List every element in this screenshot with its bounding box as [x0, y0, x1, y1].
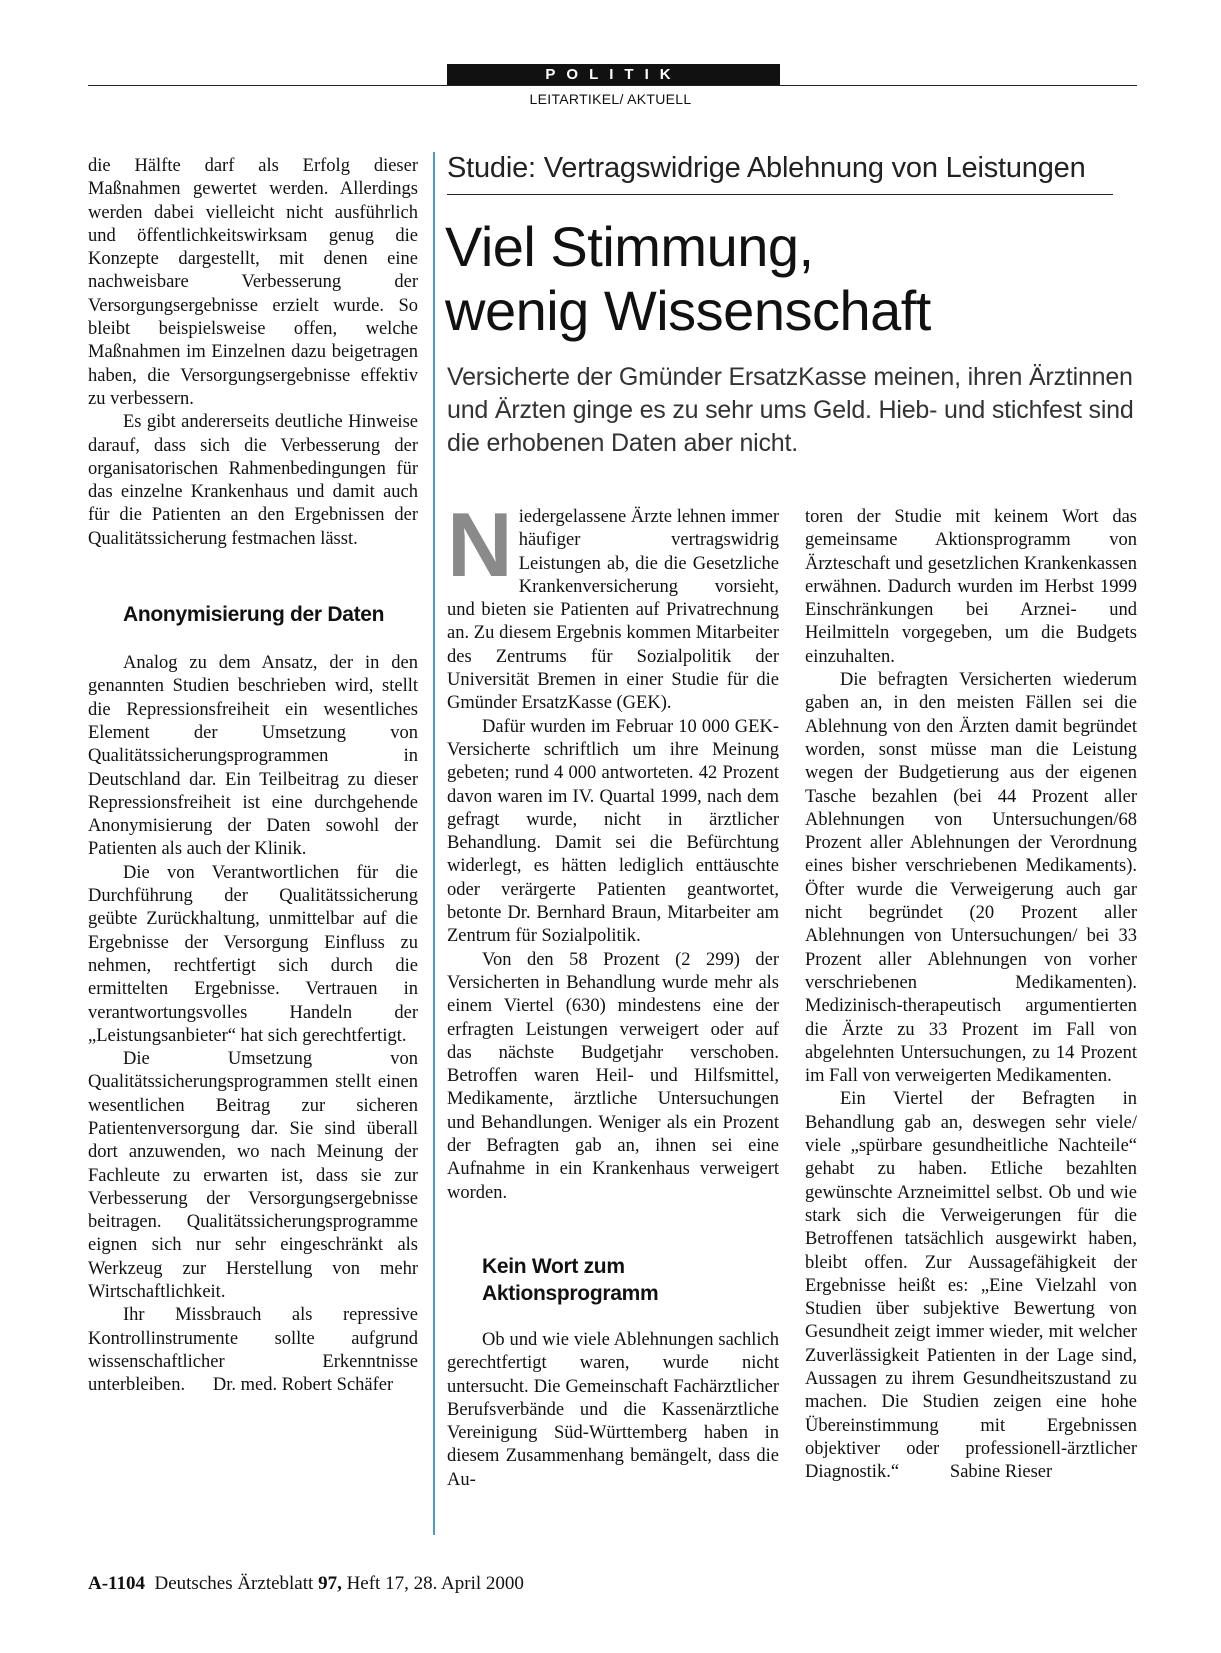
page-footer: [88, 1573, 524, 1595]
paragraph: Die von Verantwortlichen für die Durchführung der Qualitätssicherung geübte Zurückhaltung, unmittelbar auf die Ergebnisse der Versorgung Einfluss zu nehmen, rechtfertigt sich durch die ermittelten Ergebnisse. Vertrauen in verantwortungsvolles Handeln der „Leistungsanbieter“ hat sich gerechtfertigt.: [88, 862, 418, 1046]
paragraph: [88, 1304, 418, 1397]
headline-line-2: wenig Wissenschaft: [445, 279, 931, 342]
paragraph: Die Umsetzung von Qualitätssicherungsprogrammen stellt einen wesentlichen Beitrag zur sicheren Patientenversorgung dar. Sie sind überall dort anzuwenden, wo nach Meinung der Fachleute zu erwarten ist, dass sie zur Verbesserung der Versorgungsergebnisse beitragen. Qualitätssicherungsprogramme eignen sich nur sehr eingeschränkt als Werkzeug zur Herstellung von mehr Wirtschaftlichkeit.: [88, 1049, 418, 1303]
paragraph-text: iedergelassene Ärzte lehnen immer häufiger vertragswidrig Leistungen ab, die die Gesetzliche Krankenversicherung vorsieht, und bieten sie Patienten auf Privatrechnung an. Zu diesem Ergebnis kommen Mitarbeiter des Zentrums für Sozialpolitik der Universität Bremen in einer Studie für die Gmünder ErsatzKasse (GEK).: [447, 507, 779, 714]
section-banner: POLITIK: [447, 64, 780, 85]
column-divider: [433, 152, 435, 1535]
paragraph: Von den 58 Prozent (2 299) der Versicherten in Behandlung wurde mehr als einem Viertel (630) mindestens eine der erfragten Leistungen verweigert oder auf das nächste Budgetjahr verschoben. Betroffen waren Heil- und Hilfsmittel, Medikamente, ärztliche Untersuchungen und Behandlungen. Weniger als ein Prozent der Befragten gab an, ihnen sei eine Aufnahme in ein Krankenhaus verweigert worden.: [447, 949, 779, 1203]
paragraph-text: Ein Viertel der Befragten in Behandlung gab an, deswegen sehr viele/ viele „spürbare gesundheitliche Nachteile“ gehabt zu haben. Etliche bezahlten gewünschte Arzneimittel selbst. Ob und wie stark sich die Verweigerungen für die Betroffenen tatsächlich ausgewirkt haben, bleibt offen. Zur Aussagefähigkeit der Ergebnisse heißt es: „Eine Vielzahl von Studien über subjektive Bewertung von Gesundheit zeigt immer wieder, mit welcher Zuverlässigkeit Patienten in der Lage sind, Aussagen zu ihrem Gesundheitszustand zu machen. Die Studien zeigen eine hohe Übereinstimmung mit Ergebnissen objektiver oder professionell-ärztlicher Diagnostik.“: [805, 1089, 1137, 1483]
topic-rule: [447, 194, 1113, 195]
paragraph-text: Ihr Missbrauch als repressive Kontrollinstrumente sollte aufgrund wissenschaftlicher Erkenntnisse unterbleiben.: [88, 1305, 418, 1396]
header-rule: [88, 85, 1137, 86]
section-heading: Kein Wort zum Aktionsprogramm: [482, 1254, 659, 1305]
paragraph: [805, 1088, 1137, 1484]
issue-date: Heft 17, 28. April 2000: [346, 1573, 524, 1594]
paragraph: Es gibt andererseits deutliche Hinweise darauf, dass sich die Verbesserung der organisatorischen Rahmenbedingungen für das einzelne Krankenhaus und damit auch für die Patienten an den Ergebnissen der Qualitätssicherung festmachen lässt.: [88, 412, 418, 549]
section-heading: Anonymisierung der Daten: [123, 603, 385, 627]
paragraph: Dafür wurden im Februar 10 000 GEK-Versicherte schriftlich um ihre Meinung gebeten; rund 4 000 antworteten. 42 Prozent davon waren im IV. Quartal 1999, nach dem gefragt wurde, nicht in ärztlicher Behandlung. Damit sei die Befürchtung widerlegt, es hätten lediglich enttäuschte oder verärgerte Patienten geantwortet, betonte Dr. Bernhard Braun, Mitarbeiter am Zentrum für Sozialpolitik.: [447, 716, 779, 947]
page-number: A-1104: [88, 1573, 145, 1594]
column-right: [805, 506, 1137, 1484]
column-middle: [447, 495, 779, 1492]
subsection-label: LEITARTIKEL/ AKTUELL: [529, 91, 692, 107]
headline-line-1: Viel Stimmung,: [445, 215, 814, 278]
journal-name: Deutsches Ärzteblatt: [154, 1573, 314, 1594]
article-topic: Studie: Vertragswidrige Ablehnung von Leistungen: [447, 152, 1086, 184]
volume-number: 97,: [318, 1573, 342, 1594]
column-left: [88, 155, 418, 1398]
author-signature: Dr. med. Robert Schäfer: [212, 1375, 394, 1396]
paragraph: toren der Studie mit keinem Wort das gemeinsame Aktionsprogramm von Ärzteschaft und gesetzlichen Krankenkassen erwähnen. Dadurch wurden im Herbst 1999 Einschränkungen bei Arznei- und Heilmitteln vorgegeben, um die Budgets einzuhalten.: [805, 507, 1137, 667]
paragraph: Ob und wie viele Ablehnungen sachlich gerechtfertigt waren, wurde nicht untersucht. Die Gemeinschaft Fachärztlicher Berufsverbände und die Kassenärztliche Vereinigung Süd-Württemberg haben in diesem Zusammenhang bemängelt, dass die Au-: [447, 1329, 779, 1490]
article-lead: Versicherte der Gmünder ErsatzKasse meinen, ihren Ärztinnen und Ärzten ginge es zu sehr ums Geld. Hieb- und stichfest sind die erhobenen Daten aber nicht.: [447, 363, 1134, 457]
paragraph: [447, 495, 779, 716]
paragraph: die Hälfte darf als Erfolg dieser Maßnahmen gewertet werden. Allerdings werden dabei vielleicht nicht ausführlich und öffentlichkeitswirksam genug die Konzepte dargestellt, mit denen eine nachweisbare Verbesserung der Versorgungsergebnisse erzielt wurde. So bleibt beispielsweise offen, welche Maßnahmen im Einzelnen dazu beigetragen haben, die Versorgungsergebnisse effektiv zu verbessern.: [88, 156, 418, 409]
author-signature: Sabine Rieser: [949, 1462, 1053, 1483]
drop-cap: N: [447, 495, 513, 596]
article-headline: [445, 215, 931, 343]
paragraph: Analog zu dem Ansatz, der in den genannten Studien beschrieben wird, stellt die Repressionsfreiheit ein wesentliches Element der Umsetzung von Qualitätssicherungsprogrammen in Deutschland dar. Ein Teilbeitrag zu dieser Repressionsfreiheit ist eine durchgehende Anonymisierung der Daten sowohl der Patienten als auch der Klinik.: [88, 653, 418, 860]
paragraph: Die befragten Versicherten wiederum gaben an, in den meisten Fällen sei die Ablehnung von den Ärzten damit begründet worden, sonst müsse man die Leistung wegen der Budgetierung aus der eigenen Tasche bezahlen (bei 44 Prozent aller Ablehnungen von Untersuchungen/68 Prozent aller Ablehnungen der Verordnung eines bisher verschriebenen Medikaments). Öfter wurde die Verweigerung auch gar nicht begründet (20 Prozent aller Ablehnungen von Untersuchungen/ bei 33 Prozent aller Ablehnungen von vorher verschriebenen Medikamenten). Medizinisch-therapeutisch argumentierten die Ärzte zu 33 Prozent im Fall von abgelehnten Untersuchungen, zu 14 Prozent im Fall von verweigerten Medikamenten.: [805, 670, 1137, 1087]
